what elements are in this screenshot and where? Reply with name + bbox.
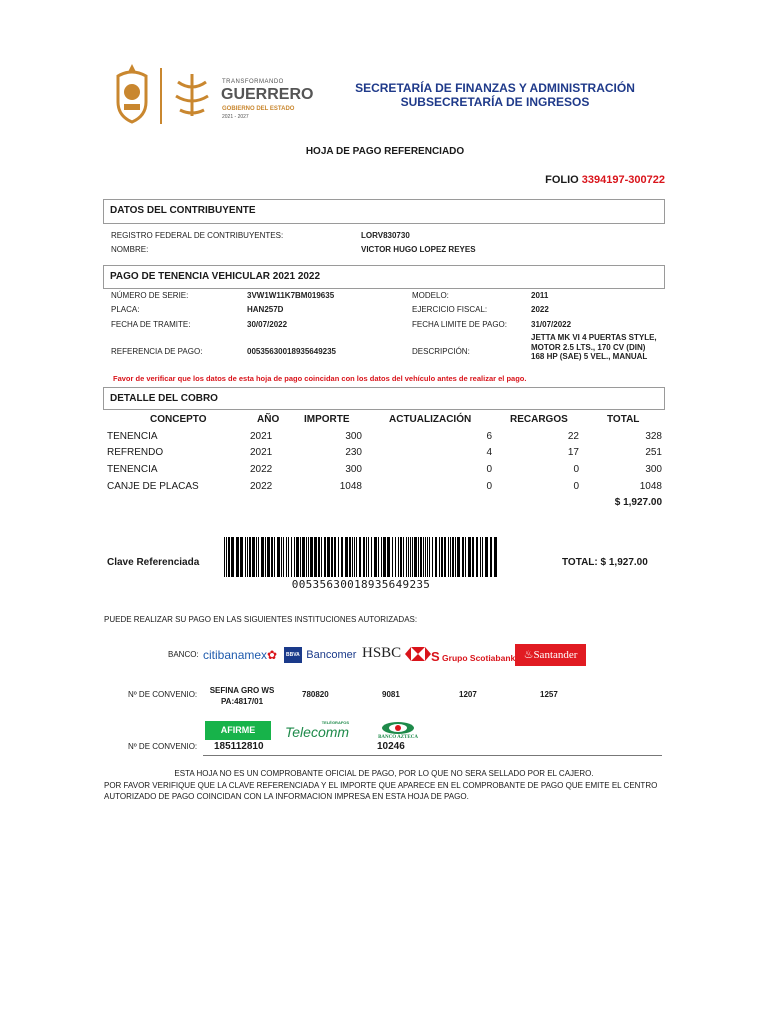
barcode-bar <box>281 537 282 577</box>
barcode-bar <box>485 537 488 577</box>
placa-value: HAN257D <box>247 305 284 314</box>
ejercicio-value: 2022 <box>531 305 549 314</box>
bbva-tag: BBVA <box>284 647 302 663</box>
convenio-label: Nº DE CONVENIO: <box>128 690 198 699</box>
barcode-bar <box>331 537 333 577</box>
barcode-bar <box>224 537 225 577</box>
barcode-bar <box>439 537 440 577</box>
barcode-bar <box>240 537 243 577</box>
barcode-bar <box>265 537 266 577</box>
table-cell-actualizacion: 6 <box>486 431 492 442</box>
barcode-bar <box>352 537 353 577</box>
bancomer-logo <box>284 646 356 664</box>
barcode-bar <box>236 537 239 577</box>
barcode-bar <box>412 537 413 577</box>
document-title: HOJA DE PAGO REFERENCIADO <box>305 146 465 157</box>
barcode-bar <box>283 537 284 577</box>
table-cell-anio: 2021 <box>250 447 273 458</box>
table-cell-anio: 2021 <box>250 431 273 442</box>
contribuyente-section <box>103 199 665 224</box>
barcode-bar <box>345 537 348 577</box>
logo-divider <box>160 68 162 124</box>
barcode-bar <box>406 537 407 577</box>
barcode-bar <box>480 537 481 577</box>
barcode-bar <box>448 537 449 577</box>
convenio-santander: 1257 <box>540 690 558 699</box>
barcode-bar <box>231 537 234 577</box>
table-cell-anio: 2022 <box>250 464 273 475</box>
cobro-title: DETALLE DEL COBRO <box>110 393 218 404</box>
barcode-bar <box>267 537 270 577</box>
barcode-bar <box>318 537 320 577</box>
header-title-line1: SECRETARÍA DE FINANZAS Y ADMINISTRACIÓN <box>355 81 635 95</box>
barcode-bar <box>383 537 386 577</box>
barcode-bar <box>258 537 259 577</box>
table-cell-total: 300 <box>645 464 662 475</box>
barcode-bar <box>324 537 326 577</box>
barcode-bar <box>482 537 483 577</box>
convenio-citibanamex: SEFINA GRO WS PA:4817/01 <box>209 686 275 706</box>
barcode-bar <box>400 537 402 577</box>
footer-line1: ESTA HOJA NO ES UN COMPROBANTE OFICIAL DE PAGO, POR LO QUE NO SERA SELLADO POR EL CAJERO. <box>174 769 594 778</box>
barcode-bar <box>494 537 497 577</box>
barcode-bar <box>457 537 460 577</box>
table-cell-actualizacion: 0 <box>486 481 492 492</box>
barcode-bar <box>374 537 377 577</box>
barcode-bar <box>356 537 357 577</box>
table-cell-total: 328 <box>645 431 662 442</box>
descripcion-label: DESCRIPCIÓN: <box>412 347 470 356</box>
barcode-bar <box>381 537 382 577</box>
barcode-bar <box>455 537 456 577</box>
barcode-bar <box>327 537 330 577</box>
telecomm-text: Telecomm <box>285 724 350 740</box>
barcode-bar <box>490 537 492 577</box>
barcode-bar <box>408 537 409 577</box>
grand-total: $ 1,927.00 <box>614 497 662 508</box>
placa-label: PLACA: <box>111 305 140 314</box>
table-cell-recargos: 0 <box>573 481 579 492</box>
banco-azteca-text: BANCO AZTECA <box>378 735 418 740</box>
barcode-bar <box>277 537 280 577</box>
table-cell-total: 1048 <box>639 481 662 492</box>
barcode-bar <box>294 537 295 577</box>
barcode-bar <box>288 537 289 577</box>
barcode-bar <box>252 537 255 577</box>
barcode-bar <box>435 537 437 577</box>
barcode-bar <box>321 537 322 577</box>
fecha-tramite-value: 30/07/2022 <box>247 320 288 329</box>
barcode-bar <box>371 537 372 577</box>
barcode-bar <box>425 537 426 577</box>
convenio-bancomer: 780820 <box>302 690 329 699</box>
scotiabank-logo <box>431 649 515 664</box>
barcode-bar <box>450 537 451 577</box>
tenencia-title: PAGO DE TENENCIA VEHICULAR 2021 2022 <box>110 271 321 282</box>
fecha-limite-label: FECHA LIMITE DE PAGO: <box>412 320 507 329</box>
verification-warning: Favor de verificar que los datos de esta hoja de pago coincidan con los datos del vehículo antes de realizar el pago. <box>113 374 527 383</box>
barcode-bar <box>403 537 404 577</box>
barcode-bar <box>245 537 246 577</box>
barcode-bar <box>387 537 390 577</box>
hsbc-logo <box>362 645 431 662</box>
barcode-bar <box>441 537 443 577</box>
hsbc-hexagon-icon <box>405 647 431 661</box>
table-cell-importe: 230 <box>345 447 362 458</box>
state-seal-logo <box>112 62 152 124</box>
barcode-number: 00535630018935649235 <box>291 578 431 591</box>
convenio-hsbc: 9081 <box>382 690 400 699</box>
convenio-afirme: 185112810 <box>214 741 264 752</box>
barcode-bar <box>341 537 343 577</box>
barcode-bar <box>368 537 369 577</box>
barcode-bar <box>228 537 230 577</box>
folio-value: 3394197-300722 <box>581 174 665 186</box>
barcode-bar <box>423 537 424 577</box>
barcode-bar <box>414 537 417 577</box>
table-cell-importe: 300 <box>345 431 362 442</box>
fecha-limite-value: 31/07/2022 <box>531 320 572 329</box>
telecomm-logo <box>285 720 349 739</box>
nombre-value: VICTOR HUGO LOPEZ REYES <box>361 245 476 254</box>
barcode-bar <box>306 537 307 577</box>
table-cell-concepto: REFRENDO <box>107 447 164 458</box>
citibanamex-logo: citibanamex✿ <box>203 648 278 662</box>
barcode-bar <box>462 537 464 577</box>
table-cell-recargos: 17 <box>567 447 579 458</box>
convenio-scotiabank: 1207 <box>459 690 477 699</box>
barcode-bar <box>378 537 379 577</box>
tenencia-section <box>103 265 665 289</box>
barcode-bar <box>226 537 227 577</box>
barcode-bar <box>247 537 248 577</box>
contribuyente-title: DATOS DEL CONTRIBUYENTE <box>110 205 256 216</box>
guerrero-logo-sub: GOBIERNO DEL ESTADO <box>222 106 295 112</box>
guerrero-logo-brand: GUERRERO <box>221 86 314 103</box>
folio-label: FOLIO <box>545 174 579 186</box>
serie-label: NÚMERO DE SERIE: <box>111 291 189 300</box>
santander-flame-icon: ♨ <box>523 649 534 661</box>
barcode-bar <box>366 537 367 577</box>
barcode-bar <box>300 537 301 577</box>
footer-line2: POR FAVOR VERIFIQUE QUE LA CLAVE REFERENCIADA Y EL IMPORTE QUE APARECE EN EL COMPROBANTE DE PAGO QUE EMITE EL CENTRO AUTORIZADO DE PAGO COINCIDAN CON LA INFORMACION IMPRESA EN ESTA HOJA DE PAGO. <box>104 781 658 801</box>
guerrero-logo-years: 2021 - 2027 <box>222 114 249 120</box>
barcode-bar <box>334 537 336 577</box>
col-header-concepto: CONCEPTO <box>150 414 207 425</box>
afirme-logo <box>205 721 271 740</box>
fecha-tramite-label: FECHA DE TRAMITE: <box>111 320 191 329</box>
barcode-bar <box>429 537 430 577</box>
cobro-section <box>103 387 665 410</box>
barcode-bar <box>398 537 399 577</box>
header-title-line2: SUBSECRETARÍA DE INGRESOS <box>400 95 590 109</box>
barcode-bar <box>271 537 273 577</box>
barcode-bar <box>476 537 478 577</box>
barcode-bar <box>410 537 411 577</box>
barcode-bar <box>465 537 466 577</box>
referencia-label: REFERENCIA DE PAGO: <box>111 347 203 356</box>
table-cell-concepto: TENENCIA <box>107 431 158 442</box>
barcode-bar <box>349 537 351 577</box>
barcode-bar <box>286 537 287 577</box>
convenio-banco-azteca: 10246 <box>377 741 405 752</box>
table-cell-concepto: CANJE DE PLACAS <box>107 481 199 492</box>
referencia-value: 00535630018935649235 <box>247 347 336 356</box>
scotiabank-text: Grupo Scotiabank <box>442 653 516 663</box>
barcode-bar <box>468 537 471 577</box>
table-cell-importe: 1048 <box>339 481 362 492</box>
banco-azteca-logo <box>370 721 426 740</box>
santander-text: Santander <box>533 649 578 661</box>
barcode-bar <box>363 537 365 577</box>
table-cell-anio: 2022 <box>250 481 273 492</box>
descripcion-value: JETTA MK VI 4 PUERTAS STYLE, MOTOR 2.5 LTS., 170 CV (DIN) 168 HP (SAE) 5 VEL., MANUAL <box>531 333 657 361</box>
barcode-bar <box>432 537 433 577</box>
barcode-bar <box>420 537 422 577</box>
citibanamex-text: citibanamex <box>203 648 268 662</box>
barcode-total: TOTAL: $ 1,927.00 <box>562 557 648 568</box>
barcode-bar <box>302 537 305 577</box>
nombre-label: NOMBRE: <box>111 245 149 254</box>
barcode-bar <box>359 537 361 577</box>
barcode-bar <box>296 537 299 577</box>
table-cell-total: 251 <box>645 447 662 458</box>
barcode-bar <box>249 537 251 577</box>
bancomer-text: Bancomer <box>306 648 357 661</box>
col-header-actualizacion: ACTUALIZACIÓN <box>389 414 472 425</box>
barcode-bar <box>291 537 292 577</box>
barcode-bar <box>310 537 313 577</box>
table-cell-actualizacion: 0 <box>486 464 492 475</box>
ejercicio-label: EJERCICIO FISCAL: <box>412 305 488 314</box>
santander-logo <box>515 644 586 666</box>
scotiabank-s-icon: S <box>431 649 440 664</box>
table-cell-concepto: TENENCIA <box>107 464 158 475</box>
table-cell-importe: 300 <box>345 464 362 475</box>
banco-azteca-eye-icon <box>378 721 418 735</box>
barcode-bar <box>427 537 428 577</box>
barcode-bar <box>395 537 396 577</box>
afirme-text: AFIRME <box>220 725 256 735</box>
barcode-bar <box>418 537 419 577</box>
col-header-anio: AÑO <box>257 414 280 425</box>
col-header-recargos: RECARGOS <box>510 414 568 425</box>
barcode-bar <box>274 537 275 577</box>
barcode-bar <box>261 537 264 577</box>
guerrero-logo-top: TRANSFORMANDO <box>222 79 284 85</box>
hsbc-text: HSBC <box>362 645 402 661</box>
clave-referenciada-label: Clave Referenciada <box>107 557 200 568</box>
barcode-bar <box>392 537 393 577</box>
barcode-bar <box>444 537 446 577</box>
table-cell-recargos: 0 <box>573 464 579 475</box>
guerrero-emblem-icon <box>170 70 214 120</box>
barcode-bar <box>338 537 339 577</box>
rfc-label: REGISTRO FEDERAL DE CONTRIBUYENTES: <box>111 231 284 240</box>
banco-label: BANCO: <box>168 650 199 659</box>
telecomm-tag: TELÉGRAFOS <box>321 720 350 725</box>
modelo-label: MODELO: <box>412 291 449 300</box>
convenio2-label: Nº DE CONVENIO: <box>128 742 198 751</box>
table-cell-actualizacion: 4 <box>486 447 492 458</box>
folio <box>545 174 665 186</box>
col-header-importe: IMPORTE <box>304 414 350 425</box>
barcode-bar <box>308 537 309 577</box>
serie-value: 3VW1W11K7BM019635 <box>247 291 335 300</box>
modelo-value: 2011 <box>531 291 549 300</box>
barcode-image <box>224 537 498 577</box>
table-cell-recargos: 22 <box>567 431 579 442</box>
barcode-bar <box>472 537 474 577</box>
instituciones-intro: PUEDE REALIZAR SU PAGO EN LAS SIGUIENTES INSTITUCIONES AUTORIZADAS: <box>104 615 418 624</box>
barcode-bar <box>354 537 355 577</box>
barcode-bar <box>314 537 317 577</box>
barcode-bar <box>452 537 454 577</box>
rfc-value: LORV830730 <box>361 231 410 240</box>
col-header-total: TOTAL <box>607 414 640 425</box>
barcode-bar <box>256 537 257 577</box>
convenio-divider <box>203 755 662 756</box>
